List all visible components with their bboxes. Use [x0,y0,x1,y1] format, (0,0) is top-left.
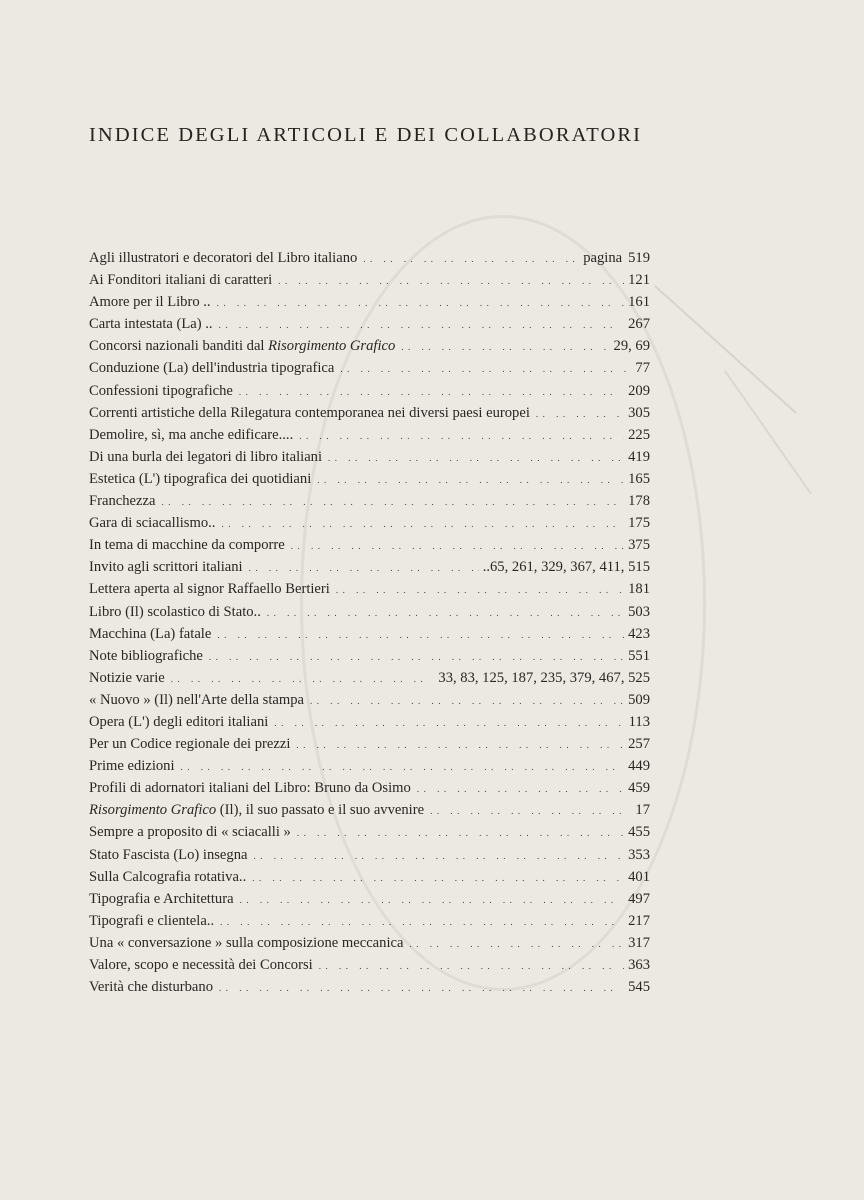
entry-title: Amore per il Libro .. [89,294,211,311]
entry-title: Risorgimento Grafico (Il), il suo passato e il suo avvenire [89,802,425,819]
toc-entry [89,512,650,534]
toc-entry [89,402,650,424]
entry-title: Per un Codice regionale dei prezzi [89,736,291,753]
toc-entry [89,623,650,645]
entry-title: Profili di adornatori italiani del Libro: Bruno da Osimo [89,780,411,797]
toc-entry [89,844,650,866]
entry-title: Concorsi nazionali banditi dal Risorgimento Grafico [89,338,396,355]
dot-leader [239,381,624,402]
dot-leader [217,624,624,645]
entry-title: Carta intestata (La) .. [89,316,213,333]
dot-leader [274,712,624,733]
page-number: 497 [628,890,650,907]
dot-leader [249,557,479,578]
toc-entry [89,910,650,932]
page-number: ..65, 261, 329, 367, 411, 515 [482,559,650,576]
dot-leader [340,358,631,379]
page-number: 545 [628,979,650,996]
dot-leader [296,734,624,755]
page-number: 509 [628,691,650,708]
page-number: 165 [628,470,650,487]
toc-entry [89,777,650,799]
dot-leader [181,756,625,777]
dot-leader [310,690,624,711]
table-of-contents [89,247,650,998]
page-number: 459 [628,780,650,797]
toc-entry [89,357,650,379]
toc-entry [89,711,650,733]
entry-title: Verità che disturbano [89,979,214,996]
entry-title: Stato Fascista (Lo) insegna [89,846,248,863]
dot-leader [430,800,631,821]
page-number: 317 [628,934,650,951]
dot-leader [409,933,624,954]
dot-leader [252,867,624,888]
toc-entry [89,645,650,667]
entry-title: Note bibliografiche [89,647,203,664]
page-number: 161 [628,294,650,311]
dot-leader [328,447,624,468]
dot-leader [401,336,609,357]
toc-entry [89,866,650,888]
toc-entry [89,888,650,910]
entry-title: Agli illustratori e decoratori del Libro italiano [89,250,358,266]
entry-title: Correnti artistiche della Rilegatura contemporanea nei diversi paesi europei [89,404,530,421]
page-number: 401 [628,868,650,885]
page-number: 363 [628,957,650,973]
entry-title: Ai Fonditori italiani di caratteri [89,272,273,289]
dot-leader [319,955,624,976]
dot-leader [291,535,624,556]
entry-title: Sulla Calcografia rotativa.. [89,868,247,885]
dot-leader [278,270,624,291]
entry-title: Libro (Il) scolastico di Stato.. [89,603,261,620]
page-number: 178 [628,493,650,510]
entry-title: Una « conversazione » sulla composizione meccanica [89,934,404,951]
toc-entry [89,269,650,291]
dot-leader [253,845,624,866]
toc-entry [89,976,650,998]
page-number: 551 [628,647,650,664]
toc-entry [89,335,650,357]
toc-entry [89,424,650,446]
dot-leader [299,425,624,446]
toc-entry [89,932,650,954]
toc-entry [89,821,650,843]
italic-title-part: Risorgimento Grafico [89,802,217,819]
toc-entry [89,313,650,335]
page-prefix: pagina [583,250,623,266]
toc-entry [89,468,650,490]
entry-title: Opera (L') degli editori italiani [89,713,269,730]
entry-title: Franchezza [89,493,156,510]
toc-entry [89,556,650,578]
dot-leader [267,602,624,623]
toc-entry [89,954,650,976]
dot-leader [171,668,435,689]
entry-title: Demolire, sì, ma anche edificare.... [89,426,294,443]
page-number: 519 [628,250,650,266]
entry-title: Tipografia e Architettura [89,890,234,907]
dot-leader [363,248,579,269]
toc-entry [89,601,650,623]
entry-title: Di una burla dei legatori di libro italiani [89,448,323,465]
toc-entry [89,689,650,711]
page-number: 353 [628,846,650,863]
toc-entry [89,247,650,269]
toc-entry [89,380,650,402]
dot-leader [536,403,624,424]
entry-title: « Nuovo » (Il) nell'Arte della stampa [89,691,304,708]
entry-title: Valore, scopo e necessità dei Concorsi [89,957,313,973]
page-number: 113 [628,713,650,730]
page-number: 225 [628,426,650,443]
toc-entry [89,799,650,821]
toc-entry [89,490,650,512]
dot-leader [317,469,624,490]
page-number: 175 [628,515,650,532]
page-number: 17 [635,802,650,819]
page-number: 503 [628,603,650,620]
page-number: 29, 69 [613,338,650,355]
page-title: INDICE DEGLI ARTICOLI E DEI COLLABORATORI [89,124,643,146]
page-number: 267 [628,316,650,333]
entry-title: Estetica (L') tipografica dei quotidiani [89,470,312,487]
entry-title: Macchina (La) fatale [89,625,212,642]
dot-leader [297,822,624,843]
entry-title: Gara di sciacallismo.. [89,515,216,532]
toc-entry [89,534,650,556]
page-number: 181 [628,581,650,598]
italic-title-part: Risorgimento Grafico [268,338,396,355]
toc-entry [89,578,650,600]
entry-title: Prime edizioni [89,758,175,775]
page-number: 423 [628,625,650,642]
toc-entry [89,291,650,313]
dot-leader [219,314,625,335]
watermark-line [654,285,797,414]
entry-title: Conduzione (La) dell'industria tipografica [89,360,335,377]
page-number: 455 [628,824,650,841]
dot-leader [219,977,624,998]
entry-title: Lettera aperta al signor Raffaello Bertieri [89,581,330,598]
entry-title: Tipografi e clientela.. [89,912,215,929]
page-number: 375 [628,537,650,554]
toc-entry [89,755,650,777]
page-number: 209 [628,382,650,399]
toc-entry [89,446,650,468]
dot-leader [221,513,624,534]
page-number: 77 [635,360,650,377]
entry-title: Sempre a proposito di « sciacalli » [89,824,291,841]
entry-title: Notizie varie [89,669,165,686]
dot-leader [161,491,624,512]
dot-leader [417,778,624,799]
page-number: 217 [628,912,650,929]
dot-leader [240,889,625,910]
dot-leader [209,646,624,667]
dot-leader [336,579,624,600]
entry-title: Confessioni tipografiche [89,382,233,399]
toc-entry [89,733,650,755]
entry-title: In tema di macchine da comporre [89,537,285,554]
dot-leader [217,292,625,313]
entry-title: Invito agli scrittori italiani [89,559,243,576]
page-number: 419 [628,448,650,465]
dot-leader [220,911,624,932]
toc-entry [89,667,650,689]
page-number: 305 [628,404,650,421]
page-number: 257 [628,736,650,753]
page-number: 121 [628,272,650,289]
page-number: 33, 83, 125, 187, 235, 379, 467, 525 [438,669,650,686]
page-number: 449 [628,758,650,775]
